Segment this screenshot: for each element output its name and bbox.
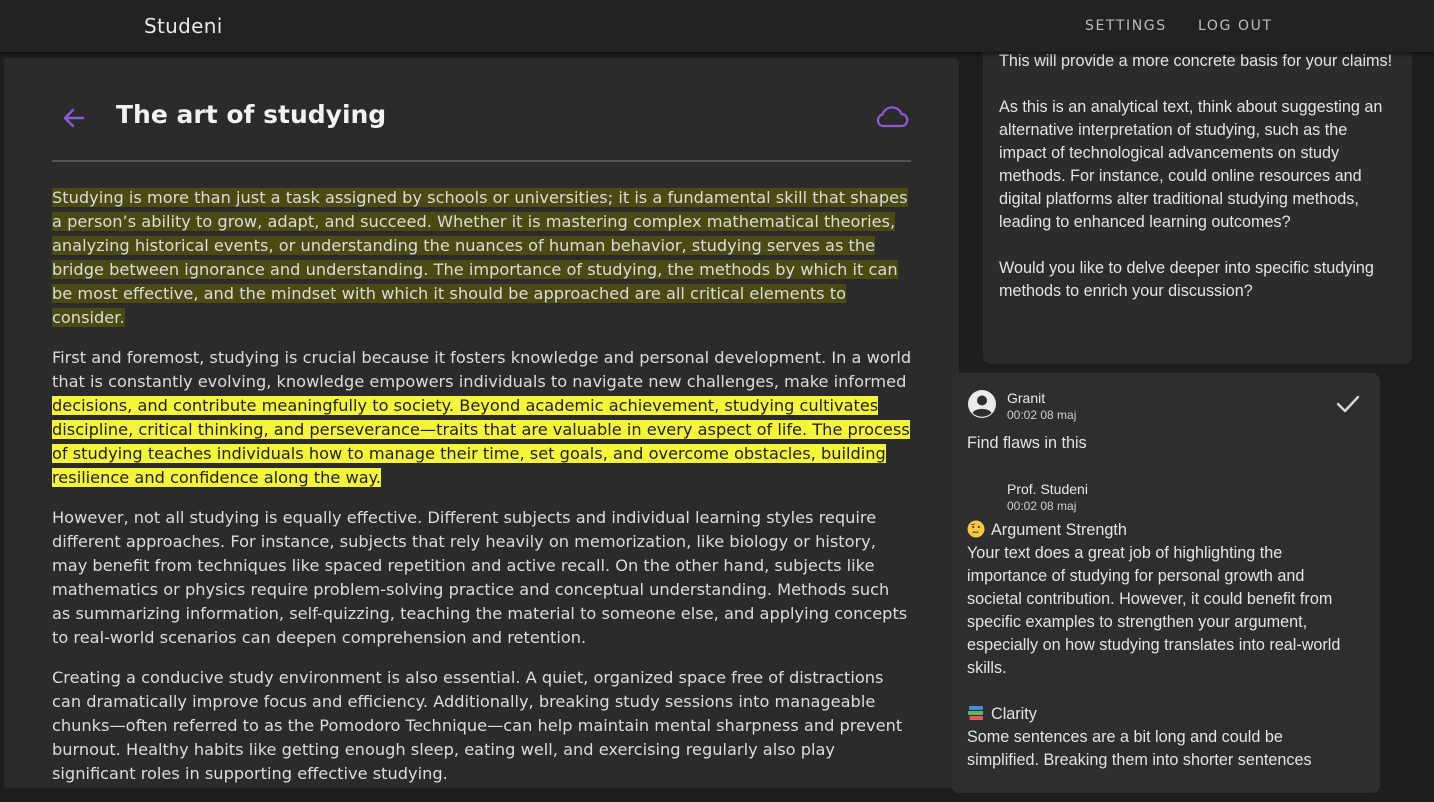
books-emoji [967, 704, 985, 722]
cloud-icon [873, 103, 909, 131]
paragraph [52, 186, 912, 330]
document-panel [4, 58, 959, 788]
paragraph-text: However, not all studying is equally effective. Different subjects and individual learning styles require different approaches. For instance, subjects that rely heavily on memorization, like biology or history, may benefit from techniques like spaced repetition and active recall. On the other hand, subjects like mathematics or physics require problem-solving practice and conceptual understanding. Methods such as summarizing information, self-quizzing, teaching the material to someone else, and applying concepts to real-world scenarios can deepen comprehension and retention. [52, 508, 908, 647]
paragraph [52, 506, 912, 650]
reply-text [999, 50, 1395, 326]
user-timestamp: 00:02 08 maj [1007, 408, 1077, 422]
section-body: Some sentences are a bit long and could be simplified. Breaking them into shorter sentences [967, 728, 1312, 769]
section-body: Your text does a great job of highlighting the importance of studying for personal growth and societal contribution. However, it could benefit from specific examples to strengthen your argument, especially on how studying translates into real-world skills. [967, 544, 1341, 677]
comment-thread-card [951, 373, 1380, 793]
reply-paragraph: As this is an analytical text, think about suggesting an alternative interpretation of studying, such as the impact of technological advancements on study methods. For instance, could online resources and digital platforms alter traditional studying methods, leading to enhanced learning outcomes? [999, 98, 1383, 231]
user-name: Granit [1007, 390, 1046, 406]
feedback-section [967, 703, 1347, 772]
check-icon[interactable] [1335, 393, 1361, 415]
assistant-timestamp: 00:02 08 maj [1007, 499, 1077, 513]
document-body[interactable] [52, 186, 912, 802]
paragraph-text: First and foremost, studying is crucial because it fosters knowledge and personal development. In a world that is constantly evolving, knowledge empowers individuals to navigate new challenges, make informed [52, 348, 912, 391]
reply-paragraph: This will provide a more concrete basis for your claims! [999, 52, 1393, 70]
top-bar [0, 0, 1434, 52]
user-message: Find flaws in this [967, 434, 1087, 452]
thinking-face-emoji [967, 520, 985, 538]
paragraph-text: Creating a conducive study environment is also essential. A quiet, organized space free of distractions can dramatically improve focus and efficiency. Additionally, breaking study sessions into manageable chunks—often referred to as the Pomodoro Technique—can help maintain mental sharpness and prevent burnout. Healthy habits like getting enough sleep, eating well, and exercising regularly also play significant roles in supporting effective studying. [52, 668, 903, 783]
app-brand[interactable]: Studeni [144, 14, 223, 38]
paragraph [52, 346, 912, 490]
logout-link[interactable]: LOG OUT [1198, 18, 1273, 34]
title-divider [52, 160, 911, 162]
section-heading-text: Clarity [991, 705, 1037, 723]
settings-link[interactable]: SETTINGS [1085, 18, 1167, 34]
paragraph [52, 666, 912, 786]
section-heading-text: Argument Strength [991, 521, 1127, 539]
section-heading [967, 519, 1347, 542]
document-title: The art of studying [116, 100, 387, 129]
account-circle-icon [967, 389, 997, 419]
highlighted-text[interactable]: Studying is more than just a task assigned by schools or universities; it is a fundamental skill that shapes a person’s ability to grow, adapt, and succeed. Whether it is mastering complex mathematical theories, analyzing historical events, or understanding the nuances of human behavior, studying serves as the bridge between ignorance and understanding. The importance of studying, the methods by which it can be most effective, and the mindset with which it should be approached are all critical elements to consider. [52, 188, 908, 327]
assistant-feedback [967, 519, 1347, 793]
highlighted-text[interactable]: decisions, and contribute meaningfully to society. Beyond academic achievement, studying cultivates discipline, critical thinking, and perseverance—traits that are valuable in every aspect of life. The process of studying teaches individuals how to manage their time, set goals, and overcome obstacles, building resilience and confidence along the way. [52, 396, 910, 487]
reply-paragraph: Would you like to delve deeper into specific studying methods to enrich your discussion? [999, 259, 1374, 300]
section-heading [967, 703, 1347, 726]
arrow-left-icon[interactable] [60, 104, 88, 132]
assistant-name: Prof. Studeni [1007, 481, 1088, 497]
earlier-reply-card [983, 40, 1412, 364]
feedback-section [967, 519, 1347, 680]
